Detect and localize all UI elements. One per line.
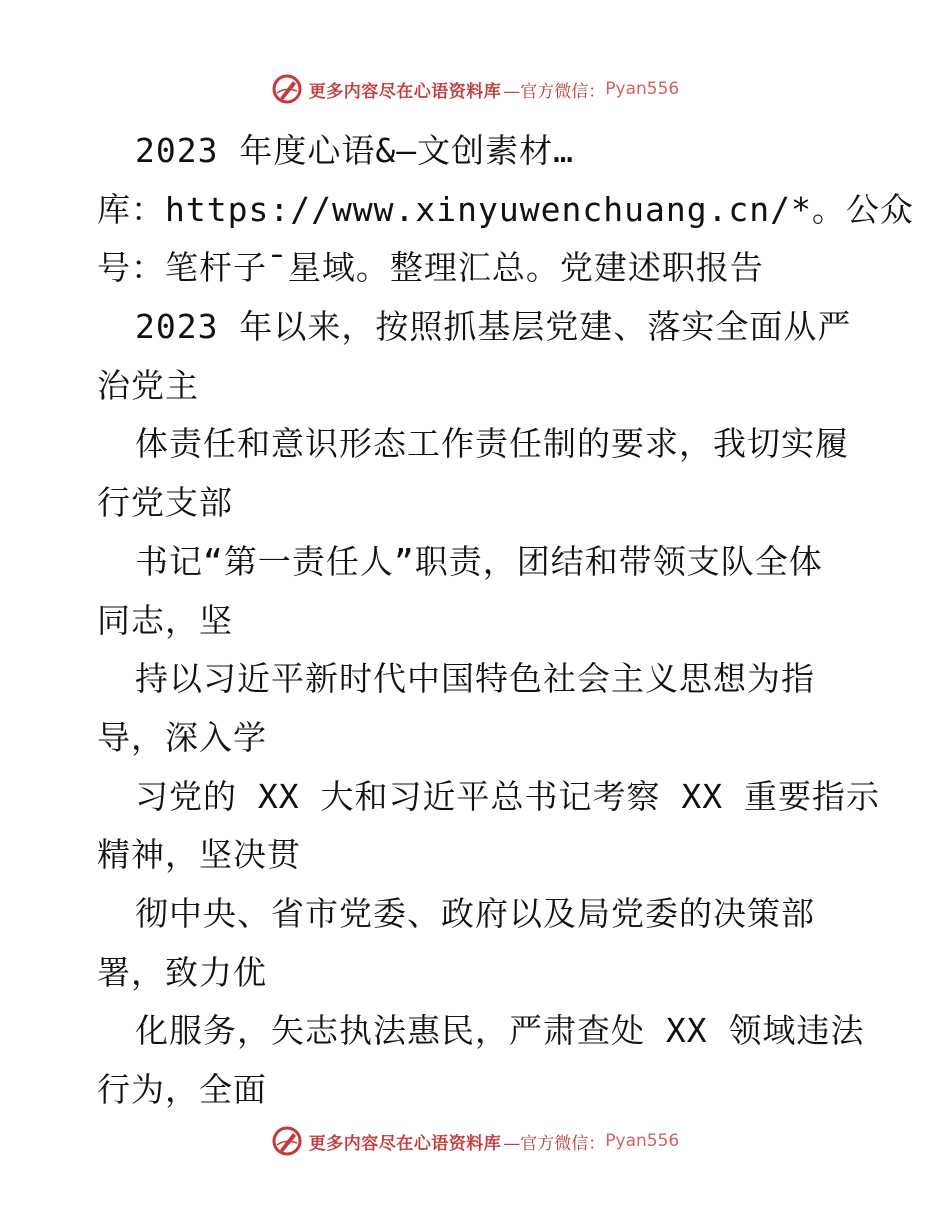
watermark-contact-label: —官方微信： bbox=[503, 1133, 606, 1154]
text-line: 导，深入学 bbox=[97, 717, 267, 757]
text-line: 体责任和意识形态工作责任制的要求，我切实履 bbox=[135, 424, 849, 464]
text-line: 精神，坚决贯 bbox=[97, 835, 301, 875]
text-line: 治党主 bbox=[97, 365, 199, 405]
text-line: 行党支部 bbox=[97, 483, 233, 523]
watermark-wechat-id: Pyan556 bbox=[605, 79, 680, 99]
footer-watermark bbox=[0, 1124, 950, 1158]
text-line: 行为，全面 bbox=[97, 1070, 267, 1109]
watermark-contact-label: —官方微信： bbox=[503, 81, 606, 102]
text-line: 习党的 XX 大和习近平总书记考察 XX 重要指示 bbox=[135, 776, 880, 816]
watermark-text: 更多内容尽在心语资料库 bbox=[308, 1133, 502, 1154]
pen-logo-icon bbox=[271, 1125, 303, 1157]
header-watermark bbox=[0, 72, 950, 106]
text-line: 2023 年度心语&—文创素材… bbox=[135, 131, 574, 170]
pen-logo-icon bbox=[271, 73, 303, 105]
text-line: 彻中央、省市党委、政府以及局党委的决策部 bbox=[135, 893, 815, 933]
document-body bbox=[97, 122, 914, 1120]
watermark-wechat-id: Pyan556 bbox=[605, 1131, 680, 1151]
text-line: 同志，坚 bbox=[97, 600, 233, 640]
text-line: 书记“第一责任人”职责，团结和带领支队全体 bbox=[135, 541, 823, 581]
text-line: 持以习近平新时代中国特色社会主义思想为指 bbox=[135, 659, 815, 699]
text-line: 2023 年以来，按照抓基层党建、落实全面从严 bbox=[135, 307, 852, 347]
watermark-text: 更多内容尽在心语资料库 bbox=[308, 81, 502, 102]
text-line: 库：https://www.xinyuwenchuang.cn/*。公众 bbox=[97, 189, 914, 229]
text-line: 化服务，矢志执法惠民，严肃查处 XX 领域违法 bbox=[135, 1011, 865, 1051]
text-line: 号：笔杆子¯星域。整理汇总。党建述职报告 bbox=[97, 248, 764, 288]
text-line: 署，致力优 bbox=[97, 952, 267, 992]
